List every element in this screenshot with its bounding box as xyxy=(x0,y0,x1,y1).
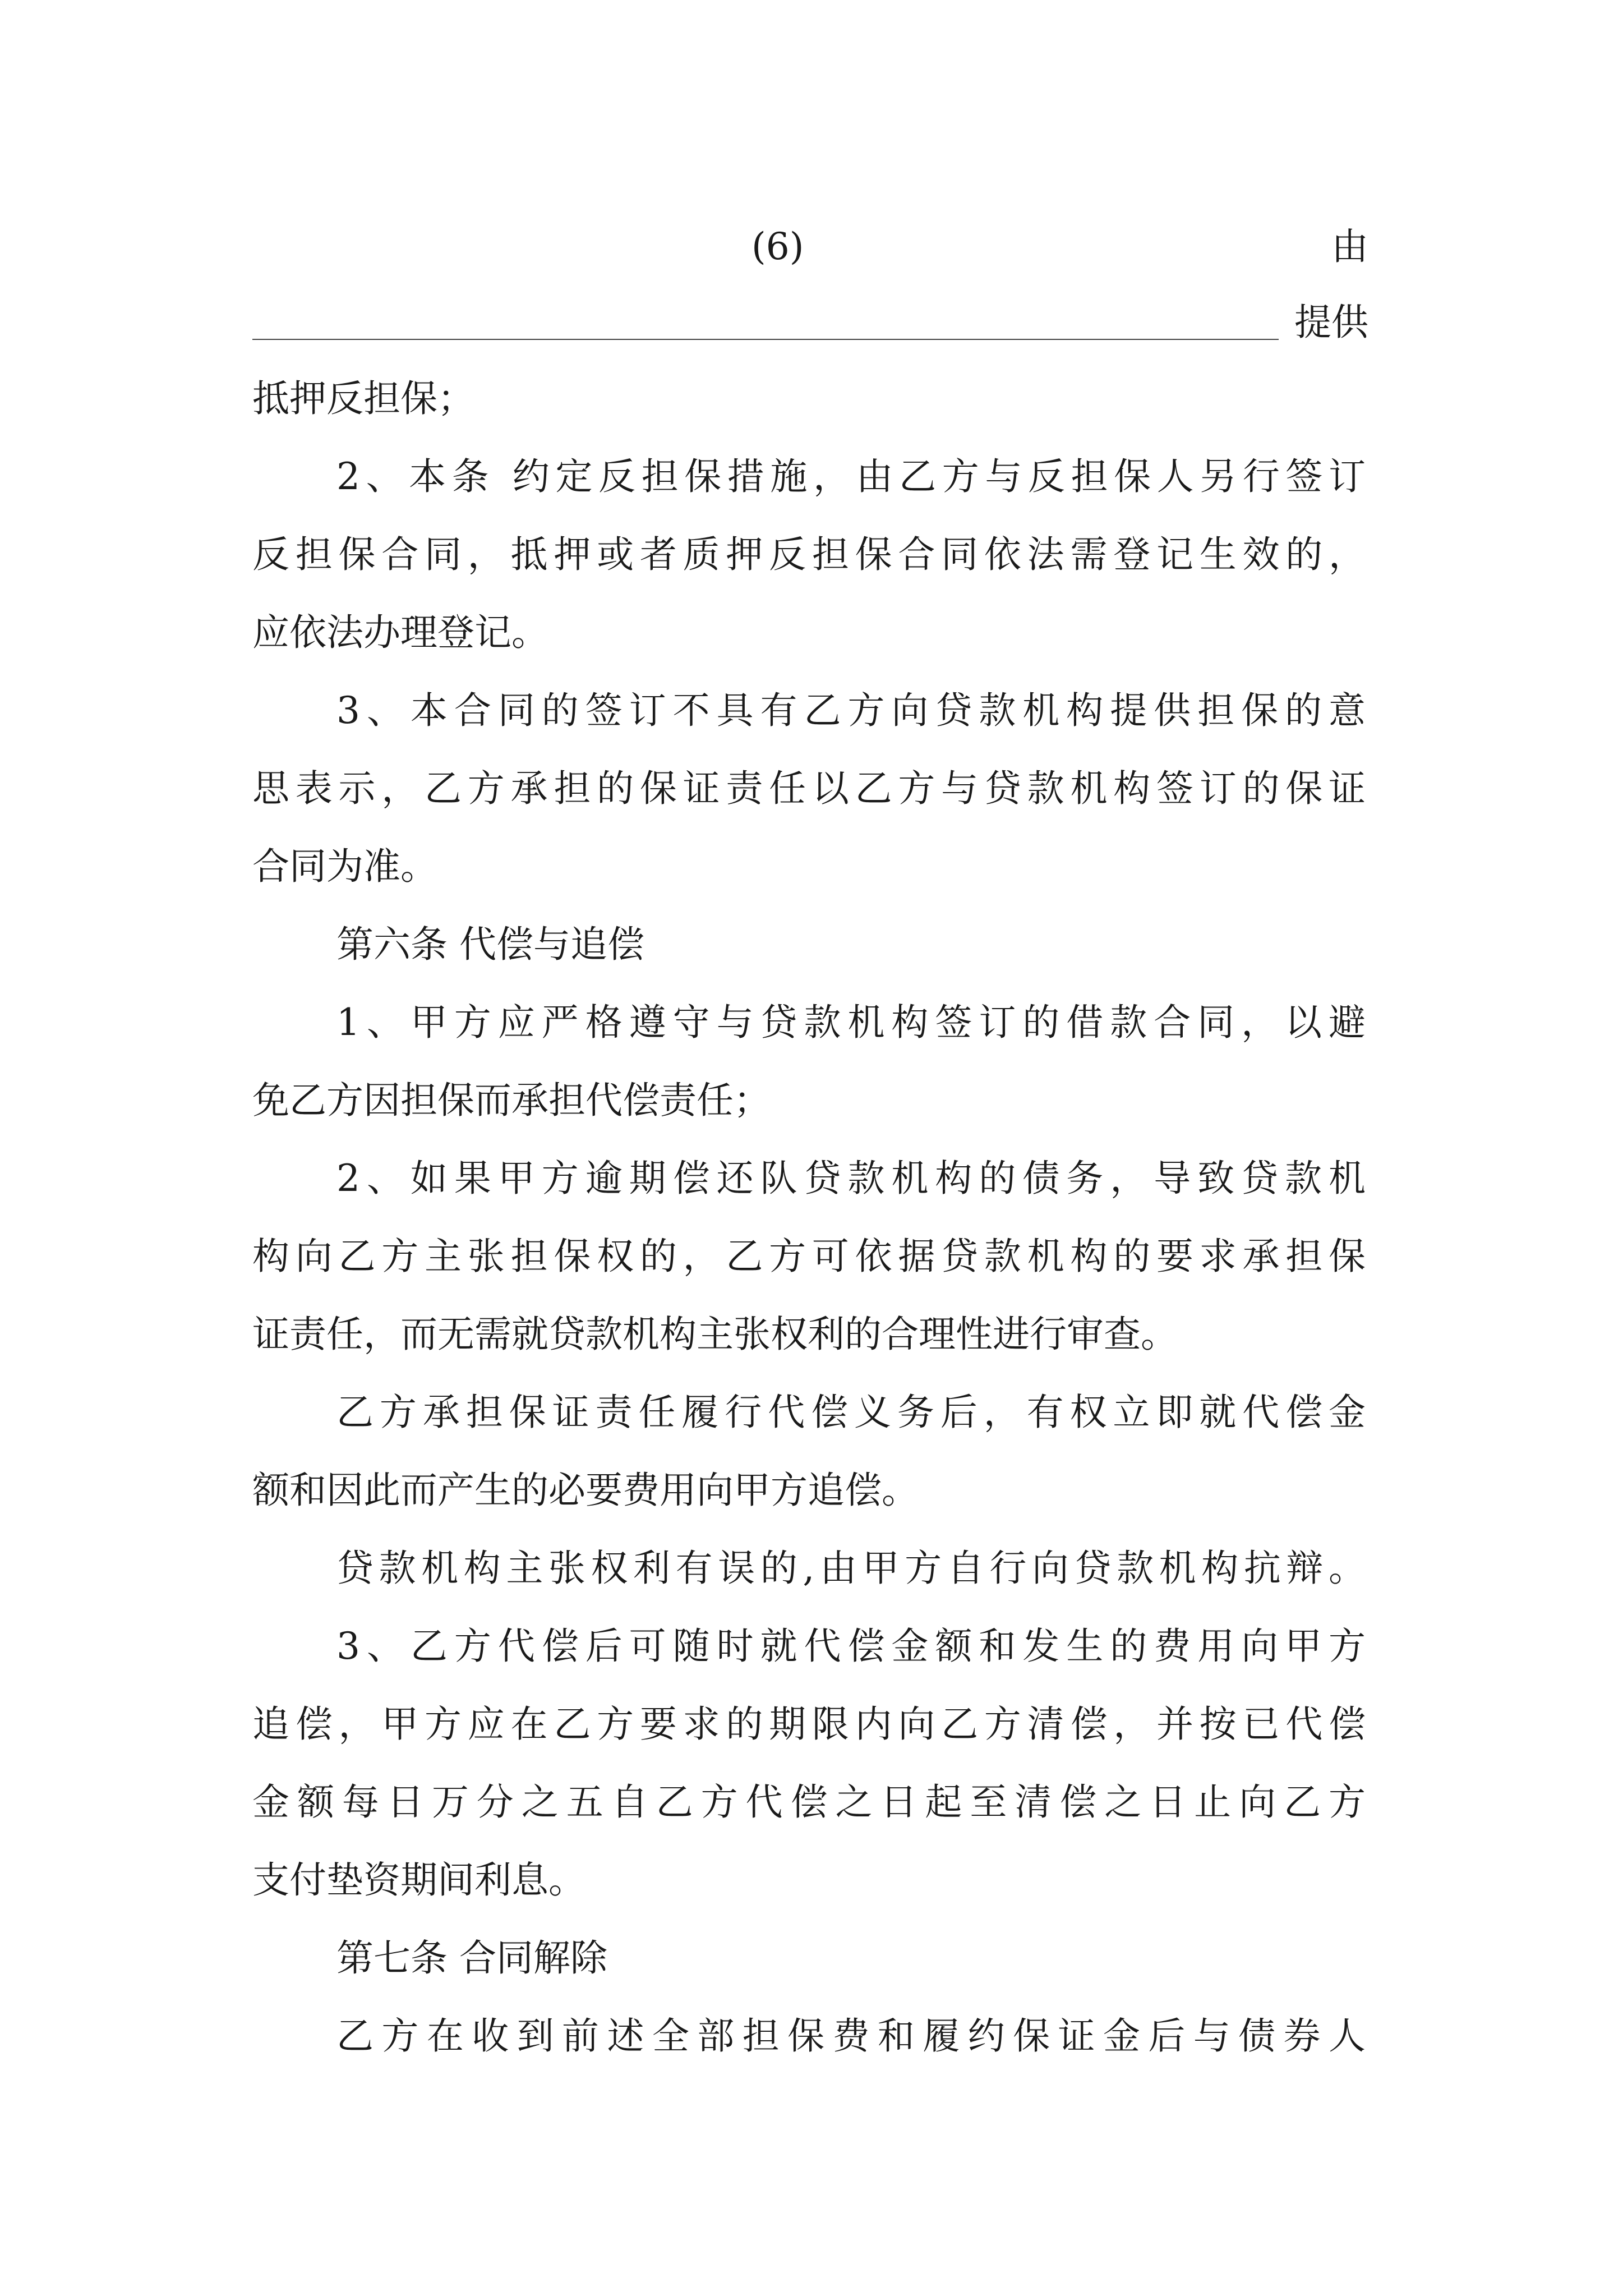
text-line: 金额每日万分之五自乙方代偿之日起至清偿之日止向乙方 xyxy=(252,1780,1366,1824)
text-line: 抵押反担保； xyxy=(252,377,474,420)
text-line: 额和因此而产生的必要费用向甲方追偿。 xyxy=(252,1469,919,1512)
text-line: 反担保合同，抵押或者质押反担保合同依法需登记生效的， xyxy=(252,533,1366,576)
text-line: 乙方在收到前述全部担保费和履约保证金后与债券人 xyxy=(336,2014,1366,2058)
text-line: 应依法办理登记。 xyxy=(252,611,548,654)
text-line: 乙方承担保证责任履行代偿义务后，有权立即就代偿金 xyxy=(336,1391,1366,1434)
text-line: 支付垫资期间利息。 xyxy=(252,1858,585,1902)
section-heading: 第七条 合同解除 xyxy=(336,1936,607,1980)
item-text-provide: 提供 xyxy=(1294,301,1368,344)
text-line: 构向乙方主张担保权的，乙方可依据贷款机构的要求承担保 xyxy=(252,1235,1366,1278)
text-line: 合同为准。 xyxy=(252,845,437,888)
text-line: 3、乙方代偿后可随时就代偿金额和发生的费用向甲方 xyxy=(336,1625,1366,1668)
text-line: 2、如果甲方逾期偿还队贷款机构的债务，导致贷款机 xyxy=(336,1157,1366,1200)
item-number: (6) xyxy=(751,225,804,268)
text-line: 贷款机构主张权利有误的,由甲方自行向贷款机构抗辩。 xyxy=(336,1547,1366,1590)
text-line: 3、本合同的签订不具有乙方向贷款机构提供担保的意 xyxy=(336,689,1366,732)
text-line: 证责任，而无需就贷款机构主张权利的合理性进行审查。 xyxy=(252,1313,1178,1356)
text-line: 思表示，乙方承担的保证责任以乙方与贷款机构签订的保证 xyxy=(252,767,1366,810)
fill-in-blank-line xyxy=(252,339,1279,340)
item-text-by: 由 xyxy=(1331,225,1368,268)
text-line: 1、甲方应严格遵守与贷款机构签订的借款合同，以避 xyxy=(336,1001,1366,1044)
text-line: 2、本条 约定反担保措施，由乙方与反担保人另行签订 xyxy=(336,455,1366,498)
section-heading: 第六条 代偿与追偿 xyxy=(336,923,644,966)
text-line: 追偿，甲方应在乙方要求的期限内向乙方清偿，并按已代偿 xyxy=(252,1703,1366,1746)
text-line: 免乙方因担保而承担代偿责任； xyxy=(252,1079,771,1122)
